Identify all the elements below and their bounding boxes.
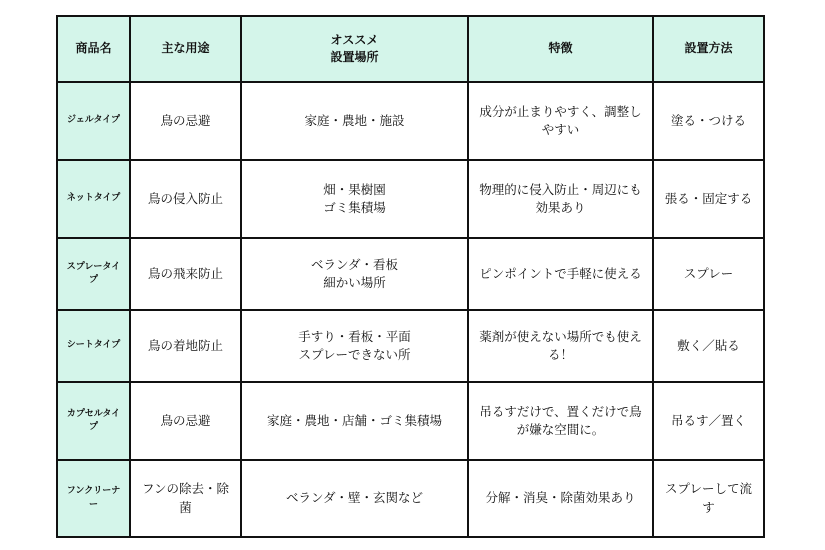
product-name-cell: フンクリーナー [57,460,130,537]
location-cell: ベランダ・壁・玄関など [241,460,468,537]
location-cell: 家庭・農地・施設 [241,82,468,160]
main-use-cell: 鳥の忌避 [130,382,241,460]
main-use-cell: 鳥の侵入防止 [130,160,241,238]
main-use-cell: 鳥の着地防止 [130,310,241,382]
header-recommended-location: オススメ 設置場所 [241,16,468,82]
method-cell: 敷く／貼る [653,310,764,382]
header-main-use: 主な用途 [130,16,241,82]
feature-cell: 分解・消臭・除菌効果あり [468,460,653,537]
location-cell: 畑・果樹園 ゴミ集積場 [241,160,468,238]
feature-cell: 薬剤が使えない場所でも使える！ [468,310,653,382]
main-use-cell: フンの除去・除菌 [130,460,241,537]
table-row [57,160,764,238]
main-use-cell: 鳥の飛来防止 [130,238,241,310]
feature-cell: 成分が止まりやすく、調整しやすい [468,82,653,160]
feature-cell: ピンポイントで手軽に使える [468,238,653,310]
location-cell: ベランダ・看板 細かい場所 [241,238,468,310]
table-row [57,82,764,160]
product-name-cell: ネットタイプ [57,160,130,238]
table-row [57,310,764,382]
table-row [57,460,764,537]
product-name-cell: カプセルタイプ [57,382,130,460]
location-cell: 手すり・看板・平面 スプレーできない所 [241,310,468,382]
method-cell: スプレーして流す [653,460,764,537]
method-cell: 張る・固定する [653,160,764,238]
feature-cell: 物理的に侵入防止・周辺にも効果あり [468,160,653,238]
method-cell: 塗る・つける [653,82,764,160]
product-name-cell: スプレータイプ [57,238,130,310]
method-cell: 吊るす／置く [653,382,764,460]
product-comparison-table [56,15,765,538]
feature-cell: 吊るすだけで、置くだけで鳥が嫌な空間に。 [468,382,653,460]
location-cell: 家庭・農地・店舗・ゴミ集積場 [241,382,468,460]
product-name-cell: ジェルタイプ [57,82,130,160]
header-row [57,16,764,82]
table-row [57,238,764,310]
method-cell: スプレー [653,238,764,310]
table-row [57,382,764,460]
main-use-cell: 鳥の忌避 [130,82,241,160]
header-install-method: 設置方法 [653,16,764,82]
header-product-name: 商品名 [57,16,130,82]
header-feature: 特徴 [468,16,653,82]
product-name-cell: シートタイプ [57,310,130,382]
